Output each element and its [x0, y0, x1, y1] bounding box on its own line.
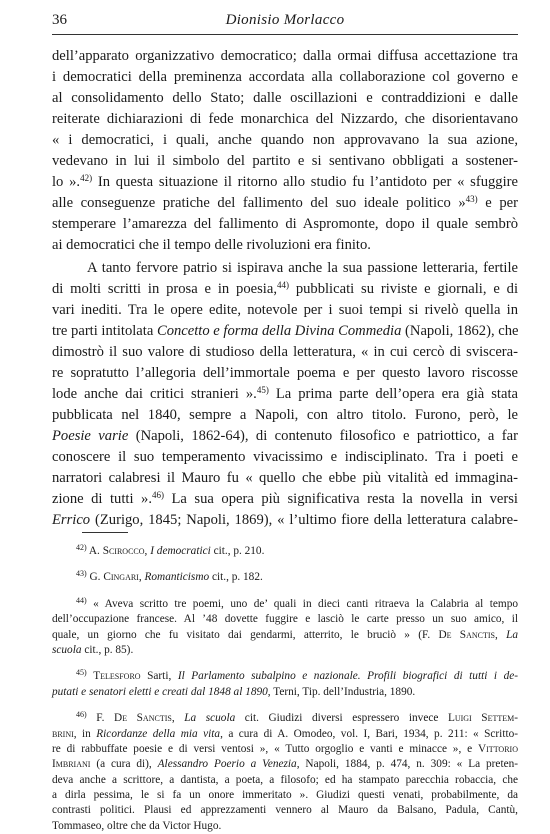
text-line: [52, 193, 518, 214]
footnote-line: [52, 628, 518, 643]
footnote-text: Tommaseo, oltre che da Victor Hugo.: [52, 819, 222, 832]
line-text: « i democratici, i quali, anche quando non approvavano la sua azione,: [52, 132, 518, 148]
footnote-text: Scirocco: [102, 545, 145, 557]
footnote-text: putati e senatori eletti e creati dal 1848 al 1890: [52, 685, 268, 698]
footnote-line: [52, 788, 518, 803]
running-title: Dionisio Morlacco: [225, 12, 345, 28]
footnote-text: , a cura di A. Omodeo, vol. I, Bari, 1934, p. 211: « Scritto-: [220, 727, 519, 740]
text-line: [52, 109, 518, 130]
footnote-text: cit., p. 85).: [81, 643, 134, 656]
line-text: i democratici della preminenza accordata alla collaborazione col governo e: [52, 69, 518, 85]
footnote-line: [52, 570, 518, 585]
footnote-text: I democratici: [150, 545, 211, 557]
footnote-ref: 43): [465, 194, 478, 204]
footnote-text: Romanticismo: [144, 571, 210, 584]
footnote-text: dell’occupazione francese. Al ’48 dovette fuggire e lasciò le carte presso un suo amico, il: [52, 613, 518, 626]
text-line: [52, 489, 518, 510]
footnote-text: contrasti politici. Plausi ed apprezzamenti vennero al Mauro da Balsano, Padula, Cantù,: [52, 804, 518, 817]
footnote-text: re di rabbuffate poesie e di versi ventosi », « Tutto orgoglio e vanti e minacce », e: [52, 742, 478, 755]
line-text: lode anche dai critici stranieri ».: [52, 386, 257, 402]
footnote: [52, 597, 518, 659]
text-line: [52, 67, 518, 88]
line-text: di molti scritti in prosa e in poesia,: [52, 281, 277, 297]
footnote-number: 42): [76, 543, 87, 552]
text-line: [52, 384, 518, 405]
footnote-line: [52, 711, 518, 726]
footnote: [52, 711, 518, 834]
text-line: [52, 321, 518, 342]
footnote-text: Ricordanze della mia vita: [96, 727, 221, 740]
footnote-text: Alessandro Poerio a Venezia: [157, 758, 297, 771]
footnote-text: , in: [73, 727, 97, 740]
text-line: [52, 279, 518, 300]
footnote-text: ,: [494, 628, 507, 641]
footnote: [52, 570, 518, 585]
footnote-text: La: [506, 628, 519, 641]
footnote-text: , Napoli, 1884, p. 474, n. 309: « La preten-: [296, 758, 519, 771]
footnote-line: [52, 643, 518, 658]
footnote-text: La scuola: [184, 712, 236, 725]
text-line: [52, 426, 518, 447]
footnote-text: Imbriani: [52, 758, 91, 771]
text-line: [52, 88, 518, 109]
text-line: [52, 447, 518, 468]
line-text: pubblicati su riviste e giornali, e di: [288, 281, 518, 297]
body-text: [52, 46, 518, 531]
italic-title: Poesie varie: [52, 428, 129, 444]
text-line: [52, 363, 518, 384]
text-line: [52, 130, 518, 151]
line-text: re sopratutto l’allegoria dell’immortale poema e per questo lavoro riscosse: [52, 365, 518, 381]
footnote-text: , Terni, Tip. dell’Industria, 1890.: [267, 685, 416, 698]
footnote-text: De Sanctis: [438, 628, 495, 641]
line-text: alle conseguenze pratiche del fallimento del suo ideale politico »: [52, 195, 466, 211]
footnote-text: Vittorio: [477, 742, 518, 755]
footnote-line: [52, 727, 518, 742]
footnote-ref: 46): [151, 490, 164, 500]
footnote-text: ,: [144, 545, 151, 557]
footnote-separator: [82, 532, 128, 533]
footnote-line: [52, 544, 518, 559]
line-text: narratori calabresi il Mauro fu « quello che ebbe più vitalità ed immagina-: [52, 470, 518, 486]
text-line: [52, 235, 518, 256]
footnote-text: « Aveva scritto tre poemi, uno de’ quali in dieci canti ritraeva la Calabria al tempo: [93, 597, 519, 610]
line-text: vari inediti. Tra le opere edite, notevole per i suoi tempi si rivelò quella in: [52, 302, 518, 318]
footnote-text: cit. Giudizi diversi espressero invece: [235, 712, 448, 725]
footnote: [52, 669, 518, 700]
footnote-line: [52, 669, 518, 684]
footnote-ref: 42): [80, 173, 93, 183]
footnote-text: cit., p. 182.: [209, 571, 263, 584]
footnote-text: A.: [88, 545, 103, 557]
line-text: conoscere il suo temperamento vivacissimo e indisciplinato. Tra i poeti e: [52, 449, 518, 465]
footnotes: [52, 532, 518, 834]
footnote-text: Luigi Settem-: [447, 712, 518, 725]
text-line: [52, 151, 518, 172]
footnote-line: [52, 757, 518, 772]
line-text: zione di tutti ».: [52, 491, 152, 507]
italic-title: Concetto e forma della Divina Commedia: [156, 323, 402, 339]
line-text: stemperare l’amarezza del fallimento di Aspromonte, dopo il quale sembrò: [52, 216, 518, 232]
footnote-text: Cingari: [103, 571, 139, 584]
text-line: [52, 342, 518, 363]
footnote-text: F.: [96, 712, 115, 725]
line-text: In questa situazione il ritorno allo studio fu l’antidoto per « sfuggire: [92, 174, 518, 190]
footnote-line: [52, 742, 518, 757]
footnote-line: [52, 773, 518, 788]
footnote-line: [52, 685, 518, 700]
line-text: La prima parte dell’opera era già stata: [268, 386, 518, 402]
footnote-text: cit., p. 210.: [210, 545, 265, 557]
footnote-ref: 45): [256, 385, 269, 395]
line-text: vedevano in lui il simbolo del partito e si sentivano obbligati a sostener-: [52, 153, 518, 169]
footnote-text: ,: [138, 571, 145, 584]
line-text: (Napoli, 1862), che: [401, 323, 519, 339]
footnote-number: 46): [76, 710, 87, 720]
italic-title: Errico: [52, 512, 91, 528]
line-text: e per: [477, 195, 518, 211]
footnote-text: Sarti,: [140, 670, 178, 683]
footnote-number: 44): [76, 595, 87, 605]
footnote-text: scuola: [52, 643, 82, 656]
footnote-line: [52, 597, 518, 612]
footnote-text: brini: [52, 727, 74, 740]
line-text: (Napoli, 1862-64), di contenuto filosofico e patriottico, a far: [128, 428, 518, 444]
line-text: La sua opera più significativa resta la novella in versi: [163, 491, 518, 507]
line-text: reiterate dichiarazioni di fede monarchica del Nizzardo, che disorientavano: [52, 111, 518, 127]
footnote-line: [52, 819, 518, 834]
line-text: tre parti intitolata: [52, 323, 157, 339]
text-line: [52, 214, 518, 235]
line-text: A tanto fervore patrio si ispirava anche la sua passione letteraria, fertile: [87, 260, 518, 276]
text-line: [52, 468, 518, 489]
text-line: [52, 510, 518, 531]
line-text: al consolidamento dello Stato; dalle oscillazioni e contraddizioni e dalle: [52, 90, 518, 106]
footnote-text: ,: [171, 712, 185, 725]
footnote-text: Telesforo: [93, 670, 141, 683]
footnote-line: [52, 803, 518, 818]
line-text: pubblicata nel 1840, sempre a Napoli, con altro titolo. Furono, però, le: [52, 407, 518, 423]
text-line: [52, 46, 518, 67]
footnote-text: deva anche a scrittore, a dantista, a poeta, a filosofo; ed ha stampato parecchia robaccia, che: [52, 773, 518, 786]
line-text: dimostrò il suo valore di studioso della letteratura, « in cui cercò di sviscera-: [52, 344, 518, 360]
text-line: [52, 405, 518, 426]
page-number: 36: [52, 12, 67, 28]
text-line: [52, 300, 518, 321]
footnote: [52, 544, 518, 559]
footnote-line: [52, 612, 518, 627]
footnote-text: quale, un giorno che fu visitato dai gendarmi, atterrito, le bruciò » (F.: [52, 628, 439, 641]
page-header: [52, 10, 518, 32]
line-text: ai democratici che il tempo delle rivoluzioni era finito.: [52, 237, 371, 253]
footnote-text: Il Parlamento subalpino e nazionale. Profili biografici di tutti i de-: [177, 670, 518, 683]
line-text: lo ».: [52, 174, 81, 190]
header-rule: [52, 34, 518, 35]
text-line: [52, 258, 518, 279]
line-text: (Zurigo, 1845; Napoli, 1869), « l’ultimo fiore della letteratura calabre-: [90, 512, 518, 528]
footnote-number: 43): [76, 569, 87, 579]
footnote-text: a dirla pessima, le si fa un onore immeritato ». Giudizi questi venati, probabilmente, da: [52, 789, 518, 802]
line-text: dell’apparato organizzativo democratico; dalla ormai diffusa accettazione tra: [52, 48, 518, 64]
text-line: [52, 172, 518, 193]
footnote-text: De Sanctis: [114, 712, 172, 725]
footnote-text: (a cura di),: [90, 758, 158, 771]
footnote-ref: 44): [276, 280, 289, 290]
footnote-text: G.: [89, 571, 104, 584]
footnote-number: 45): [76, 668, 87, 678]
